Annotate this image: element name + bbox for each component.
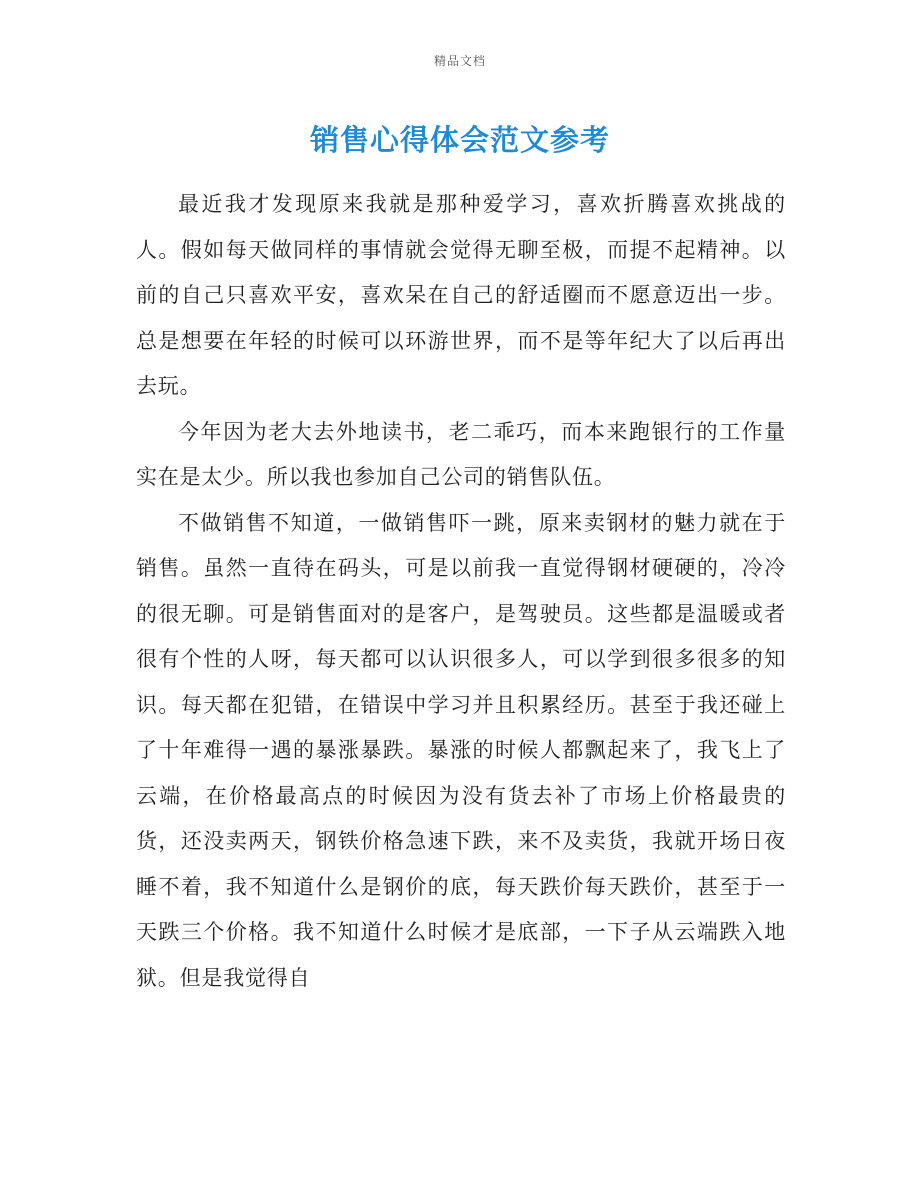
header-label: 精品文档 [433, 54, 486, 68]
document-title: 销售心得体会范文参考 [309, 123, 610, 157]
paragraph: 最近我才发现原来我就是那种爱学习，喜欢折腾喜欢挑战的人。假如每天做同样的事情就会觉得无聊至极，而提不起精神。以前的自己只喜欢平安，喜欢呆在自己的舒适圈而不愿意迈出一步。总是想要在年轻的时候可以环游世界，而不是等年纪大了以后再出去玩。 [136, 192, 786, 398]
document-body [136, 182, 786, 1001]
paragraph: 今年因为老大去外地读书，老二乖巧，而本来跑银行的工作量实在是太少。所以我也参加自己公司的销售队伍。 [136, 419, 786, 489]
paragraph: 不做销售不知道，一做销售吓一跳，原来卖钢材的魅力就在于销售。虽然一直待在码头，可是以前我一直觉得钢材硬硬的，冷冷的很无聊。可是销售面对的是客户，是驾驶员。这些都是温暖或者很有个性的人呀，每天都可以认识很多人，可以学到很多很多的知识。每天都在犯错，在错误中学习并且积累经历。甚至于我还碰上了十年难得一遇的暴涨暴跌。暴涨的时候人都飘起来了，我飞上了云端，在价格最高点的时候因为没有货去补了市场上价格最贵的货，还没卖两天，钢铁价格急速下跌，来不及卖货，我就开场日夜睡不着，我不知道什么是钢价的底，每天跌价每天跌价，甚至于一天跌三个价格。我不知道什么时候才是底部，一下子从云端跌入地狱。但是我觉得自 [136, 510, 786, 990]
